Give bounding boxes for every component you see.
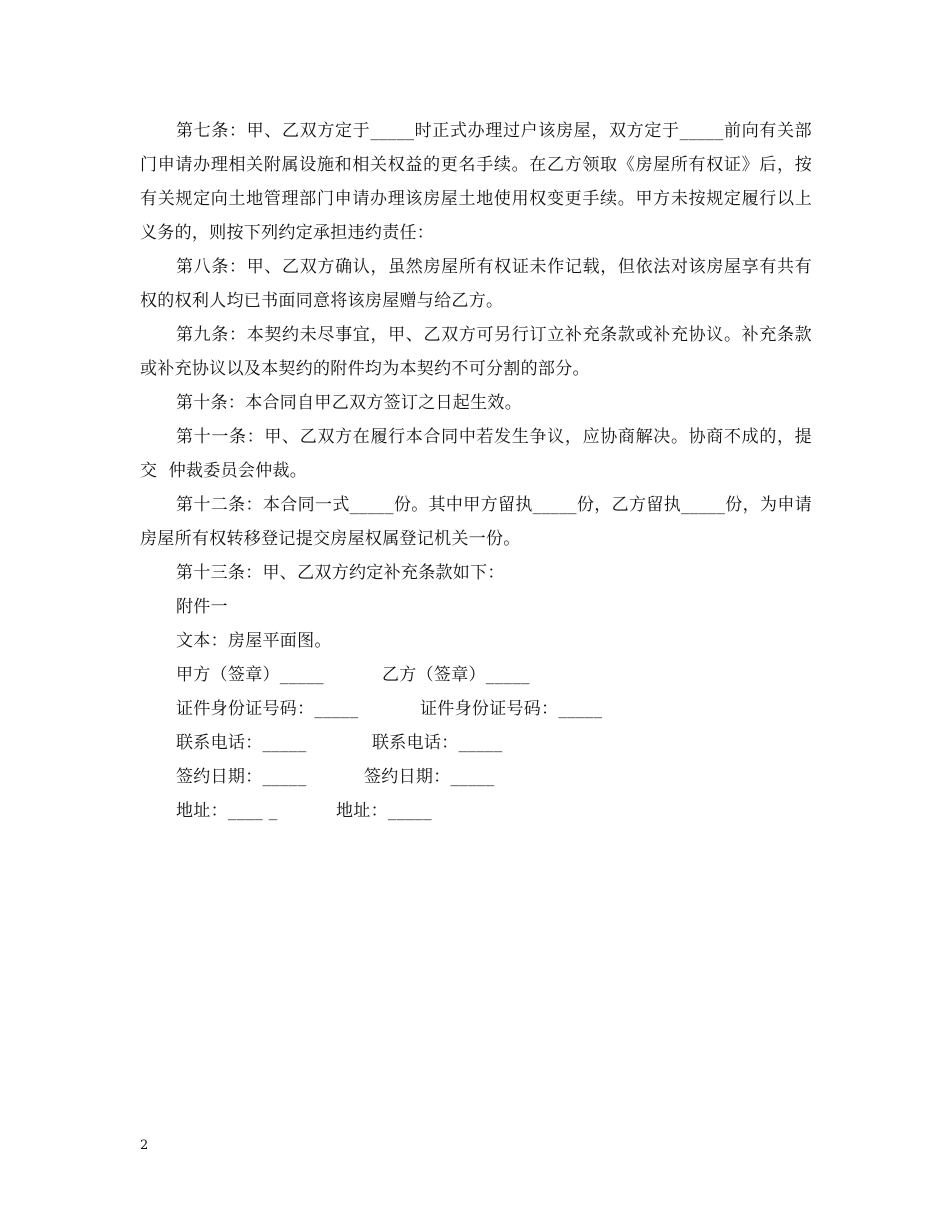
article-7-paragraph: 第七条：甲、乙双方定于_____时正式办理过户该房屋，双方定于_____前向有关部门申请办理相关附属设施和相关权益的更名手续。在乙方领取《房屋所有权证》后，按有关规定向土地管理部门申请办理该房屋土地使用权变更手续。甲方未按规定履行以上义务的，则按下列约定承担违约责任： xyxy=(140,121,812,243)
contract-body xyxy=(140,114,812,828)
page-number: 2 xyxy=(140,1138,149,1153)
party-a-address: 地址：____ _ xyxy=(176,801,278,821)
attachment-text: 文本：房屋平面图。 xyxy=(176,631,332,651)
party-b-seal: 乙方（签章）_____ xyxy=(382,665,530,685)
party-b-phone: 联系电话：_____ xyxy=(372,733,503,753)
party-a-id-number: 证件身份证号码：_____ xyxy=(176,699,359,719)
article-11-paragraph: 第十一条：甲、乙双方在履行本合同中若发生争议，应协商解决。协商不成的，提交 仲裁委员会仲裁。 xyxy=(140,427,812,481)
signature-row-seal xyxy=(140,658,812,692)
attachment-heading: 附件一 xyxy=(176,597,228,617)
article-9-paragraph: 第九条：本契约未尽事宜，甲、乙双方可另行订立补充条款或补充协议。补充条款或补充协议以及本契约的附件均为本契约不可分割的部分。 xyxy=(140,325,812,379)
party-b-sign-date: 签约日期：_____ xyxy=(364,767,495,787)
party-b-address: 地址：_____ xyxy=(336,801,432,821)
article-12-paragraph: 第十二条：本合同一式_____份。其中甲方留执_____份，乙方留执_____份，为申请房屋所有权转移登记提交房屋权属登记机关一份。 xyxy=(140,495,812,549)
party-a-phone: 联系电话：_____ xyxy=(176,733,307,753)
article-10-paragraph: 第十条：本合同自甲乙双方签订之日起生效。 xyxy=(176,393,522,413)
signature-row-date xyxy=(140,760,812,794)
signature-row-address xyxy=(140,794,812,828)
signature-row-phone xyxy=(140,726,812,760)
signature-row-id xyxy=(140,692,812,726)
party-a-sign-date: 签约日期：_____ xyxy=(176,767,307,787)
article-13-paragraph: 第十三条：甲、乙双方约定补充条款如下： xyxy=(176,563,505,583)
party-b-id-number: 证件身份证号码：_____ xyxy=(420,699,603,719)
article-8-paragraph: 第八条：甲、乙双方确认，虽然房屋所有权证未作记载，但依法对该房屋享有共有权的权利人均已书面同意将该房屋赠与给乙方。 xyxy=(140,257,812,311)
party-a-seal: 甲方（签章）_____ xyxy=(176,665,324,685)
